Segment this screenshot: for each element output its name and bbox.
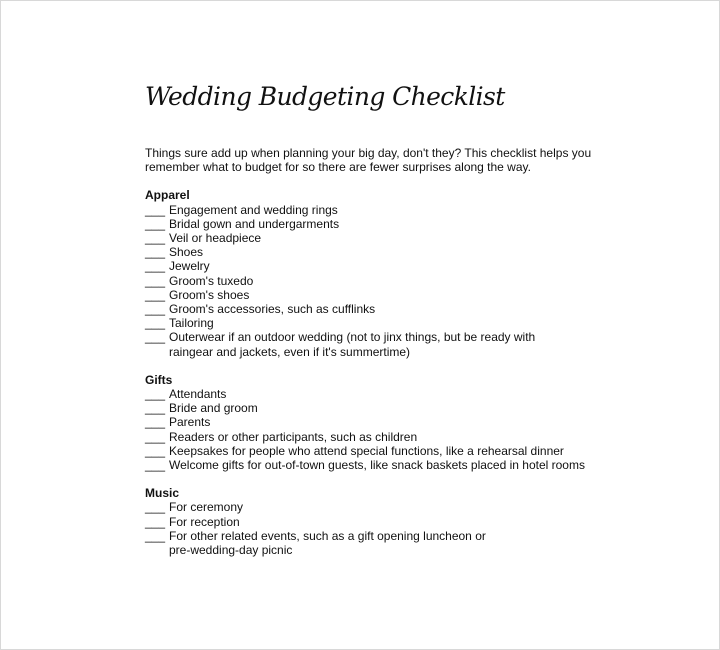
item-text xyxy=(169,274,605,288)
checkbox-blank[interactable]: ___ xyxy=(145,429,166,444)
item-text-line: Parents xyxy=(169,415,211,430)
checklist-item xyxy=(145,203,605,217)
item-text-line: Groom's shoes xyxy=(169,287,250,302)
item-text xyxy=(169,245,605,259)
checkbox-blank[interactable]: ___ xyxy=(145,514,166,529)
checkbox-blank[interactable]: ___ xyxy=(145,287,166,302)
item-text xyxy=(169,515,605,529)
item-text xyxy=(169,430,605,444)
item-text xyxy=(169,288,605,302)
item-text xyxy=(169,203,605,217)
item-text-line: Attendants xyxy=(169,387,227,402)
item-text-line: Welcome gifts for out-of-town guests, like snack baskets placed in hotel rooms xyxy=(169,458,585,473)
item-text-line: Tailoring xyxy=(169,316,214,331)
item-text xyxy=(169,330,605,358)
item-text-line: Bridal gown and undergarments xyxy=(169,216,340,231)
checklist-item xyxy=(145,500,605,514)
checkbox-blank[interactable]: ___ xyxy=(145,259,166,274)
item-text-line: Shoes xyxy=(169,245,204,260)
checklist-item xyxy=(145,444,605,458)
checklist-item xyxy=(145,387,605,401)
checkbox-blank[interactable]: ___ xyxy=(145,216,166,231)
item-text xyxy=(169,415,605,429)
item-text-line: Keepsakes for people who attend special functions, like a rehearsal dinner xyxy=(169,443,564,458)
item-text-line: For ceremony xyxy=(169,500,244,515)
checkbox-blank[interactable]: ___ xyxy=(145,401,166,416)
checkbox-blank[interactable]: ___ xyxy=(145,202,166,217)
checklist-item xyxy=(145,430,605,444)
item-text xyxy=(169,500,605,514)
document-body xyxy=(145,146,605,557)
item-text xyxy=(169,458,605,472)
item-text-line: Outerwear if an outdoor wedding (not to jinx things, but be ready with xyxy=(169,330,536,345)
item-text xyxy=(169,302,605,316)
intro-line: Things sure add up when planning your big day, don't they? This checklist helps you xyxy=(145,146,592,160)
checklist-item xyxy=(145,259,605,273)
item-text-line: Bride and groom xyxy=(169,401,258,416)
checklist-item xyxy=(145,231,605,245)
item-text xyxy=(169,259,605,273)
item-text xyxy=(169,529,605,557)
checklist-item xyxy=(145,217,605,231)
checklist-item xyxy=(145,515,605,529)
item-text xyxy=(169,231,605,245)
item-text-line: Groom's accessories, such as cufflinks xyxy=(169,302,376,317)
item-text-line: For reception xyxy=(169,514,240,529)
checklist-item xyxy=(145,458,605,472)
checkbox-blank[interactable]: ___ xyxy=(145,330,166,345)
checkbox-blank[interactable]: ___ xyxy=(145,528,166,543)
section-gifts xyxy=(145,373,605,472)
checklist-item xyxy=(145,401,605,415)
item-text xyxy=(169,316,605,330)
item-text-line: raingear and jackets, even if it's summertime) xyxy=(169,344,411,359)
item-text-line: Readers or other participants, such as children xyxy=(169,429,418,444)
checkbox-blank[interactable]: ___ xyxy=(145,458,166,473)
item-text xyxy=(169,444,605,458)
checkbox-blank[interactable]: ___ xyxy=(145,273,166,288)
checklist-item xyxy=(145,274,605,288)
checkbox-blank[interactable]: ___ xyxy=(145,302,166,317)
section-apparel xyxy=(145,188,605,358)
item-text xyxy=(169,217,605,231)
checkbox-blank[interactable]: ___ xyxy=(145,245,166,260)
checkbox-blank[interactable]: ___ xyxy=(145,415,166,430)
section-heading: Music xyxy=(145,486,180,501)
checkbox-blank[interactable]: ___ xyxy=(145,500,166,515)
checkbox-blank[interactable]: ___ xyxy=(145,231,166,246)
checkbox-blank[interactable]: ___ xyxy=(145,316,166,331)
checklist-item xyxy=(145,529,605,557)
item-text xyxy=(169,401,605,415)
checklist-item xyxy=(145,245,605,259)
item-text-line: For other related events, such as a gift opening luncheon or xyxy=(169,528,486,543)
checklist-item xyxy=(145,415,605,429)
checklist-item xyxy=(145,330,605,358)
intro-paragraph xyxy=(145,146,605,174)
item-text-line: Veil or headpiece xyxy=(169,231,262,246)
checklist-item xyxy=(145,288,605,302)
section-music xyxy=(145,486,605,557)
item-text xyxy=(169,387,605,401)
section-heading: Apparel xyxy=(145,188,190,203)
item-text-line: Engagement and wedding rings xyxy=(169,202,338,217)
checklist-item xyxy=(145,302,605,316)
item-text-line: Groom's tuxedo xyxy=(169,273,254,288)
item-text-line: Jewelry xyxy=(169,259,210,274)
checkbox-blank[interactable]: ___ xyxy=(145,387,166,402)
document-title: Wedding Budgeting Checklist xyxy=(145,82,505,111)
section-heading: Gifts xyxy=(145,372,173,387)
intro-line: remember what to budget for so there are fewer surprises along the way. xyxy=(145,160,531,175)
item-text-line: pre-wedding-day picnic xyxy=(169,543,293,558)
checkbox-blank[interactable]: ___ xyxy=(145,443,166,458)
checklist-item xyxy=(145,316,605,330)
